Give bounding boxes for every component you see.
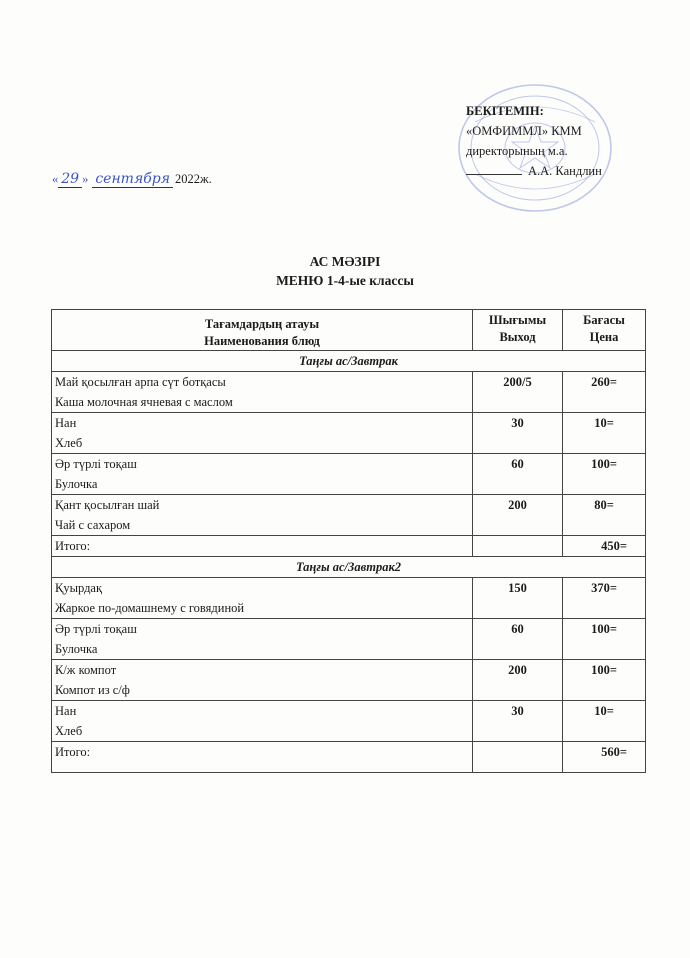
heading-ru: МЕНЮ 1-4-ые классы: [276, 273, 414, 288]
dish-name-ru: Булочка: [55, 477, 98, 491]
dish-name-cell: [52, 660, 473, 701]
header-price-kz: Бағасы: [583, 313, 625, 327]
approval-signature: [466, 161, 666, 181]
dish-name-ru: Каша молочная ячневая с маслом: [55, 395, 233, 409]
dish-output: 200: [473, 495, 563, 536]
dish-name-kz: Әр түрлі тоқаш: [55, 457, 137, 471]
dish-name-cell: [52, 619, 473, 660]
dish-output: 150: [473, 578, 563, 619]
dish-name-ru: Компот из с/ф: [55, 683, 130, 697]
approval-signer: А.А. Кандлин: [528, 164, 602, 178]
dish-name-cell: [52, 701, 473, 742]
table-row: [52, 454, 646, 495]
header-output-ru: Выход: [499, 330, 536, 344]
total-value: 560=: [563, 742, 646, 773]
dish-price: 260=: [563, 372, 646, 413]
approval-org: «ОМФИММЛ» КММ: [466, 124, 582, 138]
dish-output: 60: [473, 619, 563, 660]
dish-price: 100=: [563, 454, 646, 495]
approval-role: директорының м.а.: [466, 144, 568, 158]
menu-body: [52, 351, 646, 773]
section-title: Таңғы ас/Завтрак2: [52, 557, 646, 578]
dish-price: 370=: [563, 578, 646, 619]
dish-output: 30: [473, 701, 563, 742]
dish-price: 80=: [563, 495, 646, 536]
document-date: [52, 171, 212, 188]
approval-block: [466, 101, 666, 181]
dish-name-kz: Қант қосылған шай: [55, 498, 160, 512]
date-day: 29: [58, 171, 82, 188]
total-label: Итого:: [52, 536, 473, 557]
section-row: [52, 351, 646, 372]
total-value: 450=: [563, 536, 646, 557]
dish-name-ru: Чай с сахаром: [55, 518, 131, 532]
header-name-kz: Тағамдардың атауы: [204, 317, 320, 331]
dish-price: 100=: [563, 660, 646, 701]
dish-name-kz: Нан: [55, 416, 77, 430]
header-price-ru: Цена: [589, 330, 619, 344]
dish-name-cell: [52, 495, 473, 536]
dish-name-ru: Хлеб: [55, 724, 83, 738]
table-row: [52, 578, 646, 619]
total-empty: [473, 742, 563, 773]
dish-name-cell: [52, 454, 473, 495]
total-label: Итого:: [52, 742, 473, 773]
dish-output: 200: [473, 660, 563, 701]
dish-name-ru: Жаркое по-домашнему с говядиной: [55, 601, 245, 615]
total-row: [52, 742, 646, 773]
header-name-ru: Наименования блюд: [204, 334, 320, 348]
table-row: [52, 413, 646, 454]
dish-name-cell: [52, 578, 473, 619]
section-row: [52, 557, 646, 578]
dish-name-ru: Хлеб: [55, 436, 83, 450]
dish-price: 100=: [563, 619, 646, 660]
table-row: [52, 495, 646, 536]
header-price: [563, 310, 646, 351]
heading-kz: АС МӘЗІРІ: [309, 254, 381, 269]
total-row: [52, 536, 646, 557]
date-open-quote: «: [52, 172, 59, 186]
menu-table: [51, 309, 646, 773]
table-header-row: [52, 310, 646, 351]
dish-name-kz: Нан: [55, 704, 77, 718]
dish-name-kz: К/ж компот: [55, 663, 117, 677]
dish-name-cell: [52, 413, 473, 454]
dish-price: 10=: [563, 413, 646, 454]
header-name: [52, 310, 473, 351]
date-month: сентября: [92, 171, 173, 188]
section-title: Таңғы ас/Завтрак: [52, 351, 646, 372]
signature-line: [466, 162, 522, 175]
dish-output: 60: [473, 454, 563, 495]
date-close-quote: »: [82, 172, 89, 186]
header-output-kz: Шығымы: [488, 313, 547, 327]
table-row: [52, 701, 646, 742]
table-row: [52, 619, 646, 660]
approval-title: БЕКІТЕМІН:: [466, 104, 544, 118]
header-output: [473, 310, 563, 351]
table-row: [52, 372, 646, 413]
menu-heading: [0, 252, 690, 290]
date-year: 2022ж.: [175, 172, 212, 186]
dish-name-cell: [52, 372, 473, 413]
dish-name-kz: Қуырдақ: [55, 581, 103, 595]
table-row: [52, 660, 646, 701]
dish-output: 200/5: [473, 372, 563, 413]
dish-name-kz: Май қосылған арпа сүт ботқасы: [55, 375, 226, 389]
dish-name-ru: Булочка: [55, 642, 98, 656]
dish-name-kz: Әр түрлі тоқаш: [55, 622, 137, 636]
dish-price: 10=: [563, 701, 646, 742]
total-empty: [473, 536, 563, 557]
dish-output: 30: [473, 413, 563, 454]
